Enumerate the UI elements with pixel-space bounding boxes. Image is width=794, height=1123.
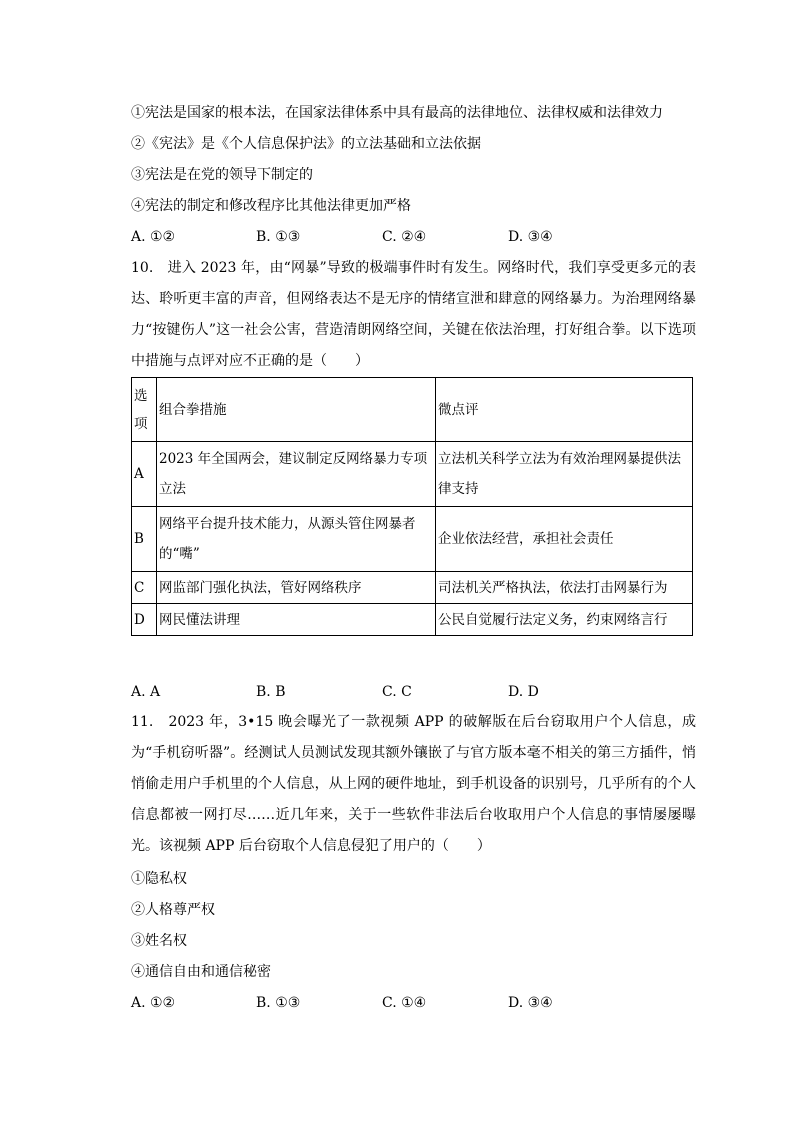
table-cell-comment: 立法机关科学立法为有效治理网暴提供法律支持 [436,442,693,507]
q10-option-a: A. A [131,684,161,700]
table-cell-comment: 公民自觉履行法定义务，约束网络言行 [436,604,693,636]
table-cell-option: D [132,604,157,636]
q9-option-a: A. ①② [131,229,176,245]
q11-statement-2: ②人格尊严权 [131,902,215,918]
table-row [132,604,693,636]
table-header-row [132,378,693,442]
q11-statement-4: ④通信自由和通信秘密 [131,964,271,980]
q11-option-a: A. ①② [131,995,176,1011]
q10-stem: 10. 进入 2023 年，由“网暴”导致的极端事件时有发生。网络时代，我们享受更多元的表达、聆听更丰富的声音，但网络表达不是无序的情绪宣泄和肆意的网络暴力。为治理网络暴力“按键伤人”这一社会公害，营造清朗网络空间，关键在依法治理，打好组合拳。以下选项中措施与点评对应不正确的是（ ） [131,260,696,369]
q11-option-c: C. ①④ [382,995,427,1011]
table-cell-comment: 企业依法经营，承担社会责任 [436,507,693,572]
q9-statement-1: ①宪法是国家的根本法，在国家法律体系中具有最高的法律地位、法律权威和法律效力 [131,105,663,121]
table-cell-measure: 2023 年全国两会，建议制定反网络暴力专项立法 [157,442,436,507]
table-cell-measure: 网监部门强化执法，管好网络秩序 [157,572,436,604]
table-row [132,572,693,604]
table-cell-option: C [132,572,157,604]
q9-statement-3: ③宪法是在党的领导下制定的 [131,167,313,183]
q9-option-d: D. ③④ [508,229,553,245]
q10-option-b: B. B [256,684,286,700]
q9-option-b: B. ①③ [256,229,301,245]
table-header-option: 选项 [132,378,157,442]
table-header-comment: 微点评 [436,378,693,442]
q9-options [131,228,691,246]
q11-option-d: D. ③④ [508,995,553,1011]
q9-statement-2: ②《宪法》是《个人信息保护法》的立法基础和立法依据 [131,136,481,152]
q10-option-c: C. C [382,684,412,700]
q10-options [131,683,691,701]
q11-option-b: B. ①③ [256,995,301,1011]
table-row [132,442,693,507]
q10-table [131,377,693,636]
table-cell-comment: 司法机关严格执法，依法打击网暴行为 [436,572,693,604]
q11-statement-3: ③姓名权 [131,933,187,949]
q11-stem: 11. 2023 年，3•15 晚会曝光了一款视频 APP 的破解版在后台窃取用户个人信息，成为“手机窃听器”。经测试人员测试发现其额外镶嵌了与官方版本毫不相关的第三方插件，悄悄偷走用户手机里的个人信息，从上网的硬件地址，到手机设备的识别号，几乎所有的个人信息都被一网打尽……近几年来，关于一些软件非法后台收取用户个人信息的事情屡屡曝光。该视频 APP 后台窃取个人信息侵犯了用户的（ ） [131,714,696,854]
q11-statement-1: ①隐私权 [131,871,187,887]
table-cell-option: A [132,442,157,507]
table-cell-option: B [132,507,157,572]
q9-option-c: C. ②④ [382,229,427,245]
table-header-measure: 组合拳措施 [157,378,436,442]
table-row [132,507,693,572]
q11-options [131,994,691,1012]
table-cell-measure: 网民懂法讲理 [157,604,436,636]
q9-statement-4: ④宪法的制定和修改程序比其他法律更加严格 [131,198,411,214]
table-cell-measure: 网络平台提升技术能力，从源头管住网暴者的“嘴” [157,507,436,572]
q10-option-d: D. D [508,684,539,700]
